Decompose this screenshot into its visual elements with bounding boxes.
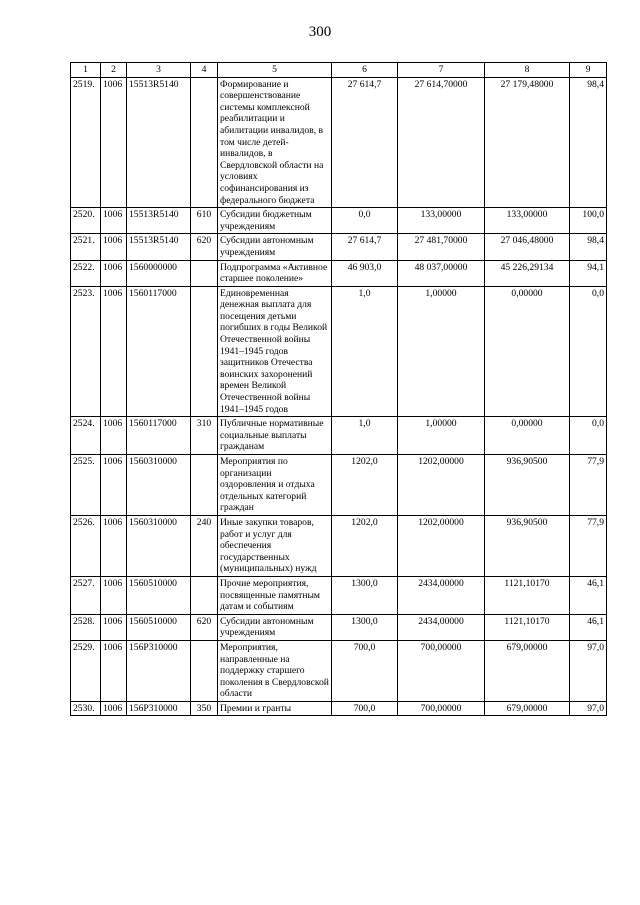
expense-type-cell bbox=[191, 455, 218, 516]
table-row bbox=[71, 701, 607, 716]
column-header: 5 bbox=[218, 63, 332, 78]
description-cell: Формирование и совершенствование системы комплексной реабилитации и абилитации инвалидов, в том числе детей-инвалидов, в Свердловской области на условиях софинансирования из федерального бюджета bbox=[218, 77, 332, 208]
executed-amount-cell: 1121,10170 bbox=[485, 614, 570, 640]
section-code-cell: 1006 bbox=[101, 77, 127, 208]
table-row bbox=[71, 576, 607, 614]
executed-amount-cell: 936,90500 bbox=[485, 455, 570, 516]
column-header: 9 bbox=[570, 63, 607, 78]
approved-amount-cell: 27 614,7 bbox=[332, 234, 398, 260]
description-cell: Мероприятия, направленные на поддержку старшего поколения в Свердловской области bbox=[218, 640, 332, 701]
execution-percent-cell: 77,9 bbox=[570, 455, 607, 516]
description-cell: Субсидии автономным учреждениям bbox=[218, 614, 332, 640]
description-cell: Подпрограмма «Активное старшее поколение» bbox=[218, 260, 332, 286]
expense-type-cell: 620 bbox=[191, 234, 218, 260]
row-number-cell: 2528. bbox=[71, 614, 101, 640]
target-article-cell: 1560510000 bbox=[127, 614, 191, 640]
approved-amount-cell: 700,0 bbox=[332, 640, 398, 701]
target-article-cell: 1560000000 bbox=[127, 260, 191, 286]
row-number-cell: 2523. bbox=[71, 286, 101, 417]
section-code-cell: 1006 bbox=[101, 455, 127, 516]
target-article-cell: 15513R5140 bbox=[127, 208, 191, 234]
execution-percent-cell: 98,4 bbox=[570, 77, 607, 208]
table-row bbox=[71, 286, 607, 417]
section-code-cell: 1006 bbox=[101, 260, 127, 286]
row-number-cell: 2529. bbox=[71, 640, 101, 701]
executed-amount-cell: 936,90500 bbox=[485, 515, 570, 576]
target-article-cell: 1560510000 bbox=[127, 576, 191, 614]
approved-amount-cell: 1,0 bbox=[332, 417, 398, 455]
description-cell: Мероприятия по организации оздоровления и отдыха отдельных категорий граждан bbox=[218, 455, 332, 516]
row-number-cell: 2526. bbox=[71, 515, 101, 576]
execution-percent-cell: 0,0 bbox=[570, 417, 607, 455]
table-row bbox=[71, 77, 607, 208]
execution-percent-cell: 46,1 bbox=[570, 576, 607, 614]
expense-type-cell bbox=[191, 77, 218, 208]
refined-amount-cell: 1,00000 bbox=[398, 286, 485, 417]
section-code-cell: 1006 bbox=[101, 417, 127, 455]
description-cell: Премии и гранты bbox=[218, 701, 332, 716]
row-number-cell: 2525. bbox=[71, 455, 101, 516]
refined-amount-cell: 700,00000 bbox=[398, 701, 485, 716]
expense-type-cell: 610 bbox=[191, 208, 218, 234]
section-code-cell: 1006 bbox=[101, 234, 127, 260]
execution-percent-cell: 0,0 bbox=[570, 286, 607, 417]
expense-type-cell: 310 bbox=[191, 417, 218, 455]
refined-amount-cell: 2434,00000 bbox=[398, 576, 485, 614]
expense-type-cell: 240 bbox=[191, 515, 218, 576]
expense-type-cell: 350 bbox=[191, 701, 218, 716]
executed-amount-cell: 1121,10170 bbox=[485, 576, 570, 614]
executed-amount-cell: 27 046,48000 bbox=[485, 234, 570, 260]
section-code-cell: 1006 bbox=[101, 286, 127, 417]
row-number-cell: 2530. bbox=[71, 701, 101, 716]
refined-amount-cell: 48 037,00000 bbox=[398, 260, 485, 286]
target-article-cell: 156P310000 bbox=[127, 640, 191, 701]
table-row bbox=[71, 260, 607, 286]
description-cell: Единовременная денежная выплата для посещения детьми погибших в годы Великой Отечественной войны 1941–1945 годов защитников Отечества воинских захоронений времен Великой Отечественной войны 1941–1945 годов bbox=[218, 286, 332, 417]
approved-amount-cell: 1,0 bbox=[332, 286, 398, 417]
table-body bbox=[71, 77, 607, 716]
table-row bbox=[71, 614, 607, 640]
refined-amount-cell: 27 481,70000 bbox=[398, 234, 485, 260]
table-row bbox=[71, 515, 607, 576]
approved-amount-cell: 1202,0 bbox=[332, 515, 398, 576]
section-code-cell: 1006 bbox=[101, 614, 127, 640]
executed-amount-cell: 27 179,48000 bbox=[485, 77, 570, 208]
execution-percent-cell: 94,1 bbox=[570, 260, 607, 286]
expense-type-cell bbox=[191, 260, 218, 286]
section-code-cell: 1006 bbox=[101, 576, 127, 614]
budget-table bbox=[70, 62, 607, 716]
column-header: 3 bbox=[127, 63, 191, 78]
executed-amount-cell: 0,00000 bbox=[485, 417, 570, 455]
target-article-cell: 1560310000 bbox=[127, 515, 191, 576]
approved-amount-cell: 27 614,7 bbox=[332, 77, 398, 208]
row-number-cell: 2519. bbox=[71, 77, 101, 208]
column-header: 6 bbox=[332, 63, 398, 78]
expense-type-cell bbox=[191, 640, 218, 701]
section-code-cell: 1006 bbox=[101, 701, 127, 716]
row-number-cell: 2521. bbox=[71, 234, 101, 260]
row-number-cell: 2520. bbox=[71, 208, 101, 234]
header-row bbox=[71, 63, 607, 78]
table-row bbox=[71, 640, 607, 701]
column-header: 8 bbox=[485, 63, 570, 78]
table-row bbox=[71, 234, 607, 260]
row-number-cell: 2524. bbox=[71, 417, 101, 455]
execution-percent-cell: 97,0 bbox=[570, 701, 607, 716]
description-cell: Субсидии автономным учреждениям bbox=[218, 234, 332, 260]
description-cell: Иные закупки товаров, работ и услуг для обеспечения государственных (муниципальных) нужд bbox=[218, 515, 332, 576]
row-number-cell: 2527. bbox=[71, 576, 101, 614]
description-cell: Публичные нормативные социальные выплаты гражданам bbox=[218, 417, 332, 455]
column-header: 1 bbox=[71, 63, 101, 78]
description-cell: Прочие мероприятия, посвященные памятным датам и событиям bbox=[218, 576, 332, 614]
column-header: 4 bbox=[191, 63, 218, 78]
page-number: 300 bbox=[308, 24, 332, 40]
refined-amount-cell: 2434,00000 bbox=[398, 614, 485, 640]
execution-percent-cell: 46,1 bbox=[570, 614, 607, 640]
row-number-cell: 2522. bbox=[71, 260, 101, 286]
refined-amount-cell: 1202,00000 bbox=[398, 515, 485, 576]
description-cell: Субсидии бюджетным учреждениям bbox=[218, 208, 332, 234]
approved-amount-cell: 1202,0 bbox=[332, 455, 398, 516]
approved-amount-cell: 700,0 bbox=[332, 701, 398, 716]
target-article-cell: 15513R5140 bbox=[127, 77, 191, 208]
executed-amount-cell: 679,00000 bbox=[485, 701, 570, 716]
approved-amount-cell: 1300,0 bbox=[332, 576, 398, 614]
expense-type-cell bbox=[191, 286, 218, 417]
refined-amount-cell: 700,00000 bbox=[398, 640, 485, 701]
target-article-cell: 1560117000 bbox=[127, 286, 191, 417]
approved-amount-cell: 46 903,0 bbox=[332, 260, 398, 286]
target-article-cell: 1560310000 bbox=[127, 455, 191, 516]
execution-percent-cell: 97,0 bbox=[570, 640, 607, 701]
execution-percent-cell: 98,4 bbox=[570, 234, 607, 260]
approved-amount-cell: 1300,0 bbox=[332, 614, 398, 640]
approved-amount-cell: 0,0 bbox=[332, 208, 398, 234]
target-article-cell: 156P310000 bbox=[127, 701, 191, 716]
refined-amount-cell: 1,00000 bbox=[398, 417, 485, 455]
target-article-cell: 1560117000 bbox=[127, 417, 191, 455]
refined-amount-cell: 1202,00000 bbox=[398, 455, 485, 516]
refined-amount-cell: 27 614,70000 bbox=[398, 77, 485, 208]
table-row bbox=[71, 417, 607, 455]
section-code-cell: 1006 bbox=[101, 515, 127, 576]
column-header: 7 bbox=[398, 63, 485, 78]
executed-amount-cell: 679,00000 bbox=[485, 640, 570, 701]
column-header: 2 bbox=[101, 63, 127, 78]
execution-percent-cell: 77,9 bbox=[570, 515, 607, 576]
target-article-cell: 15513R5140 bbox=[127, 234, 191, 260]
executed-amount-cell: 133,00000 bbox=[485, 208, 570, 234]
executed-amount-cell: 0,00000 bbox=[485, 286, 570, 417]
refined-amount-cell: 133,00000 bbox=[398, 208, 485, 234]
section-code-cell: 1006 bbox=[101, 208, 127, 234]
execution-percent-cell: 100,0 bbox=[570, 208, 607, 234]
table-row bbox=[71, 455, 607, 516]
executed-amount-cell: 45 226,29134 bbox=[485, 260, 570, 286]
table-row bbox=[71, 208, 607, 234]
table-header bbox=[71, 63, 607, 78]
section-code-cell: 1006 bbox=[101, 640, 127, 701]
expense-type-cell: 620 bbox=[191, 614, 218, 640]
expense-type-cell bbox=[191, 576, 218, 614]
